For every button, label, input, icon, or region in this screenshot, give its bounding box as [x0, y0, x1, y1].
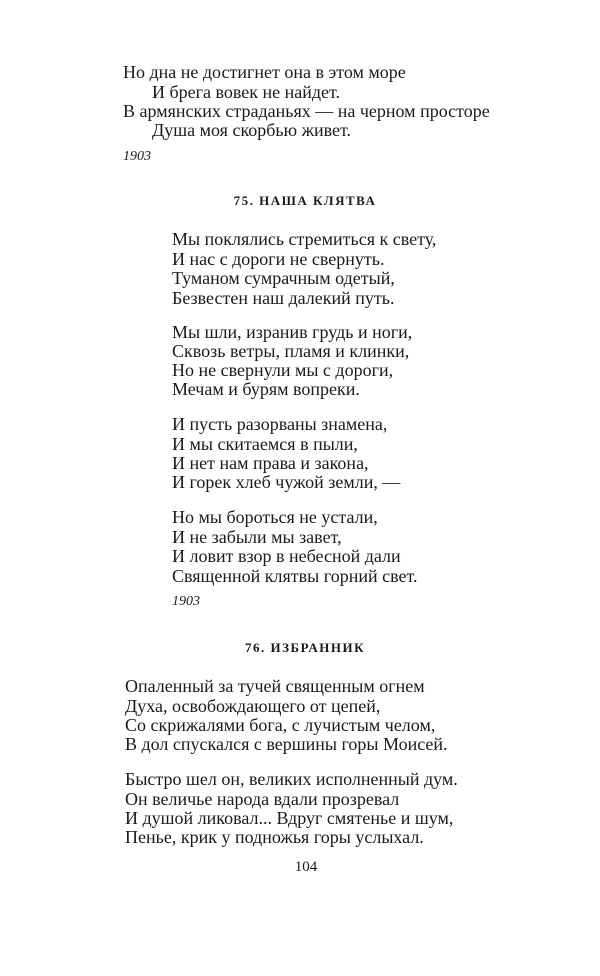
- poem-line: И душой ликовал... Вдруг смятенье и шум,: [125, 808, 454, 828]
- poem-line: Опаленный за тучей священным огнем: [125, 676, 425, 696]
- poem-line: Туманом сумрачным одетый,: [172, 268, 395, 288]
- poem-line: Но не свернули мы с дороги,: [172, 360, 394, 380]
- poem-line: Мы шли, изранив грудь и ноги,: [172, 322, 413, 342]
- poem-line: И пусть разорваны знамена,: [172, 414, 388, 434]
- poem-line: Со скрижалями бога, с лучистым челом,: [125, 715, 436, 735]
- poem-line: Пенье, крик у подножья горы услыхал.: [125, 827, 424, 847]
- poem-year: 1903: [172, 594, 200, 609]
- poem-line: И мы скитаемся в пыли,: [172, 434, 358, 454]
- poem-line: В дол спускался с вершины горы Моисей.: [125, 734, 448, 754]
- poem-line: Мы поклялись стремиться к свету,: [172, 229, 437, 249]
- poem-line: Духа, освобождающего от цепей,: [125, 696, 381, 716]
- poem-line: Мечам и бурям вопреки.: [172, 379, 360, 399]
- poem-line: И нас с дороги не свернуть.: [172, 249, 385, 269]
- poem-line: Он величье народа вдали прозревал: [125, 789, 400, 809]
- poem-line: И горек хлеб чужой земли, —: [172, 472, 401, 492]
- poem-year: 1903: [123, 149, 151, 164]
- poem-line: В армянских страданьях — на черном просторе: [123, 101, 490, 121]
- poem-line: Быстро шел он, великих исполненный дум.: [125, 769, 458, 789]
- page-number: 104: [294, 859, 318, 875]
- poem-line: Но мы бороться не устали,: [172, 507, 378, 527]
- poem-title: 75. НАША КЛЯТВА: [233, 193, 377, 208]
- poem-line: И ловит взор в небесной дали: [172, 546, 401, 566]
- poem-line: И нет нам права и закона,: [172, 453, 369, 473]
- poem-line: Безвестен наш далекий путь.: [172, 288, 395, 308]
- poem-line: Сквозь ветры, пламя и клинки,: [172, 341, 410, 361]
- poem-line: И не забыли мы завет,: [172, 527, 342, 547]
- poem-title: 76. ИЗБРАННИК: [245, 640, 365, 655]
- poem-line: Душа моя скорбью живет.: [152, 120, 352, 140]
- poem-line: Но дна не достигнет она в этом море: [123, 62, 406, 82]
- poem-line: И брега вовек не найдет.: [152, 82, 341, 102]
- poem-line: Священной клятвы горний свет.: [172, 566, 418, 586]
